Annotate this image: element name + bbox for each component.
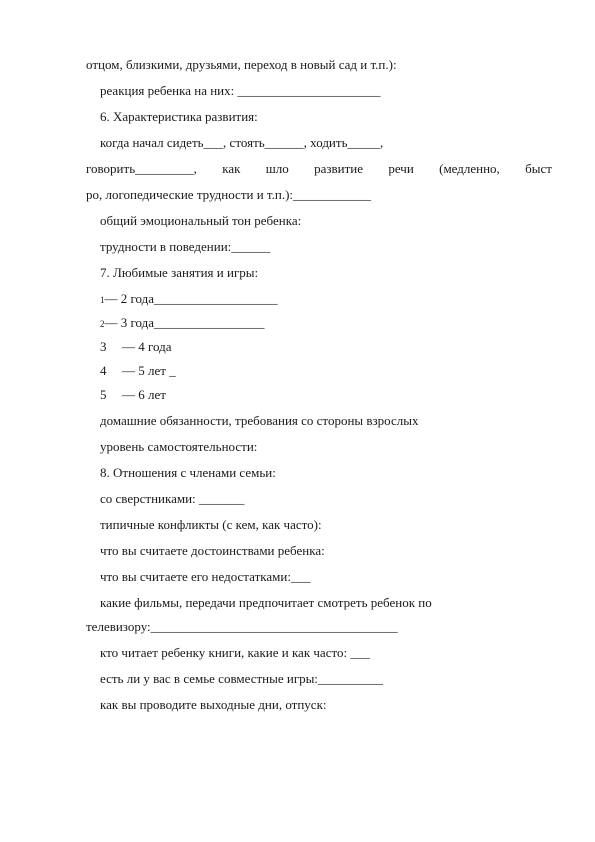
text-line-flaws: что вы считаете его недостатками:___: [100, 569, 311, 584]
text-line-behavior: трудности в поведении:______: [100, 239, 271, 254]
age-number: 2: [100, 319, 105, 329]
age-row-2: [100, 316, 265, 329]
age-text: — 3 года_________________: [104, 315, 265, 330]
text-line-films: какие фильмы, передачи предпочитает смотреть ребенок по: [100, 595, 432, 610]
text-line-speech: ро, логопедические трудности и т.п.):____________: [86, 187, 372, 202]
section-7-heading: 7. Любимые занятия и игры:: [100, 265, 259, 280]
word: шло: [265, 161, 289, 176]
text-line-weekends: как вы проводите выходные дни, отпуск:: [100, 697, 327, 712]
text-line-1: отцом, близкими, друзьями, переход в новый сад и т.п.):: [86, 57, 397, 72]
age-number: 5: [100, 387, 107, 402]
age-text: — 2 года___________________: [104, 291, 278, 306]
age-text: — 4 года: [122, 339, 172, 354]
section-6-heading: 6. Характеристика развития:: [100, 109, 258, 124]
text-line-emotional-tone: общий эмоциональный тон ребенка:: [100, 213, 302, 228]
text-line-reading: кто читает ребенку книги, какие и как часто: ___: [100, 645, 370, 660]
word: (медленно,: [439, 161, 500, 176]
age-row-1: [100, 292, 278, 305]
word: развитие: [314, 161, 363, 176]
text-line-justified: [86, 162, 552, 175]
text-line-independence: уровень самостоятельности:: [100, 439, 258, 454]
age-number: 4: [100, 363, 107, 378]
text-line-peers: со сверстниками: _______: [100, 491, 245, 506]
text-line-conflicts: типичные конфликты (с кем, как часто):: [100, 517, 322, 532]
age-row-5: [100, 388, 166, 401]
word: как: [222, 161, 241, 176]
word: речи: [388, 161, 414, 176]
text-line-merits: что вы считаете достоинствами ребенка:: [100, 543, 325, 558]
age-number: 1: [100, 295, 105, 305]
age-number: 3: [100, 339, 107, 354]
word: говорить_________,: [86, 161, 197, 176]
text-line-development: когда начал сидеть___, стоять______, ходить_____,: [100, 135, 384, 150]
text-line-2: реакция ребенка на них: ______________________: [100, 83, 381, 98]
text-line-tv: телевизору:______________________________________: [86, 619, 398, 634]
age-row-3: [100, 340, 172, 353]
section-8-heading: 8. Отношения с членами семьи:: [100, 465, 276, 480]
word: быст: [525, 161, 552, 176]
text-line-games: есть ли у вас в семье совместные игры:__________: [100, 671, 383, 686]
text-line-duties: домашние обязанности, требования со стороны взрослых: [100, 413, 419, 428]
age-row-4: [100, 364, 176, 377]
age-text: — 5 лет _: [122, 363, 176, 378]
age-text: — 6 лет: [122, 387, 166, 402]
